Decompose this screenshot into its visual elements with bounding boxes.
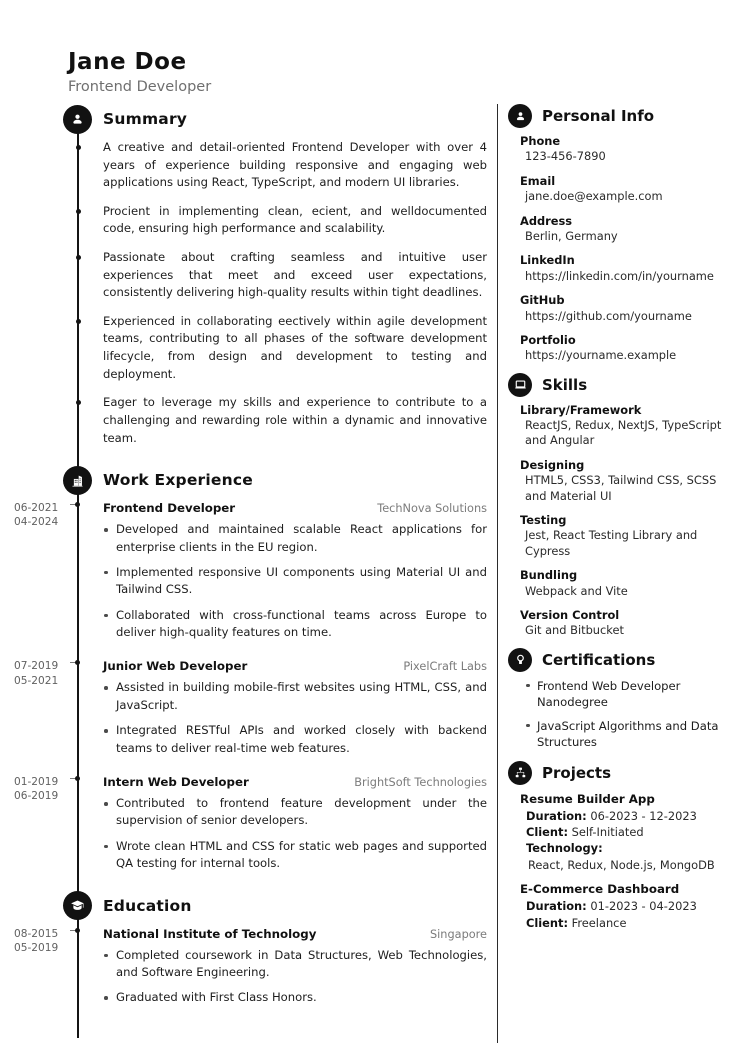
skill-group-value: Webpack and Vite: [525, 583, 628, 598]
skills-header: [508, 373, 741, 397]
section-education: [0, 891, 497, 1007]
summary-paragraph: [103, 394, 487, 447]
bullet-item: Developed and maintained scalable React applications for enterprise clients in the EU region.: [103, 521, 487, 556]
work-entry: [0, 501, 497, 641]
date-end: 06-2019: [14, 790, 59, 803]
resume-header: [68, 50, 488, 97]
field-label: LinkedIn: [520, 253, 575, 268]
projects-header: [508, 761, 741, 785]
summary-paragraph: [103, 313, 487, 383]
bullet-item: Graduated with First Class Honors.: [103, 989, 487, 1006]
section-skills: [508, 373, 741, 639]
personal-info-field: [508, 214, 741, 245]
personal-info-field: [508, 293, 741, 324]
personal-info-field: [508, 253, 741, 284]
summary-paragraph: [103, 139, 487, 192]
work-entry-org: BrightSoft Technologies: [354, 776, 487, 790]
work-entry-role: Frontend Developer: [103, 501, 236, 516]
summary-paragraph-text: Eager to leverage my skills and experience to contribute to a challenging and rewarding role within a dynamic and innovative team.: [103, 395, 487, 445]
date-start: 01-2019: [14, 776, 59, 789]
field-value[interactable]: https://github.com/yourname: [525, 308, 692, 323]
timeline-dot: [76, 319, 81, 324]
building-icon: [63, 466, 92, 495]
project-item: [508, 881, 741, 931]
personal-info-title: Personal Info: [542, 107, 655, 125]
skill-group-value: HTML5, CSS3, Tailwind CSS, SCSS and Material UI: [525, 473, 717, 503]
summary-paragraph-text: A creative and detail-oriented Frontend Developer with over 4 years of experience building responsive and engaging web applications using React, TypeScript, and modern UI libraries.: [103, 140, 487, 190]
bullet-item: Wrote clean HTML and CSS for static web pages and supported QA testing for internal tools.: [103, 838, 487, 873]
work-entry-dates: [14, 659, 74, 688]
person-icon: [508, 104, 532, 128]
skill-group: [508, 458, 741, 504]
project-duration-row: [520, 808, 741, 824]
work-entry-org: TechNova Solutions: [377, 502, 487, 516]
work-entry-main: [103, 775, 487, 873]
bullet-item: Collaborated with cross-functional teams across Europe to deliver high-quality features on time.: [103, 607, 487, 642]
education-entry-bullets: [103, 947, 487, 1007]
work-experience-header: [63, 465, 497, 495]
skill-group-label: Library/Framework: [520, 402, 642, 417]
work-experience-title: Work Experience: [103, 471, 253, 490]
summary-paragraph: [103, 203, 487, 238]
person-icon: [63, 105, 92, 134]
summary-paragraph-text: Passionate about crafting seamless and intuitive user experiences that meet and exceed user expectations, consistently delivering high-quality results within tight deadlines.: [103, 250, 487, 300]
skill-group-value: Jest, React Testing Library and Cypress: [525, 528, 698, 558]
skill-group: [508, 568, 741, 599]
column-divider: [497, 104, 498, 1043]
project-duration-row: [520, 898, 741, 914]
summary-header: [63, 104, 497, 134]
skill-group-label: Testing: [520, 513, 567, 528]
certificate-icon: [508, 648, 532, 672]
education-entry-school: National Institute of Technology: [103, 926, 317, 941]
timeline-dot: [75, 928, 80, 933]
work-entry: [0, 659, 497, 757]
summary-title: Summary: [103, 110, 188, 128]
project-client-label: Client:: [526, 915, 569, 930]
personal-info-field: [508, 174, 741, 205]
education-entry: [0, 927, 497, 1007]
date-end: 04-2024: [14, 516, 59, 529]
timeline-dot: [75, 660, 80, 665]
candidate-job-title: Frontend Developer: [68, 79, 212, 96]
work-entry-row: [103, 659, 487, 673]
left-column: [0, 104, 497, 1043]
skill-group-label: Version Control: [520, 607, 620, 622]
certification-item: Frontend Web Developer Nanodegree: [526, 678, 741, 711]
work-entry-main: [103, 659, 487, 757]
field-value[interactable]: https://linkedin.com/in/yourname: [525, 268, 714, 283]
work-entry-bullets: [103, 679, 487, 757]
education-entry-main: [103, 927, 487, 1007]
field-value: jane.doe@example.com: [525, 189, 663, 204]
bullet-item: Integrated RESTful APIs and worked closely with backend teams to deliver real-time web features.: [103, 722, 487, 757]
project-name: E-Commerce Dashboard: [520, 881, 680, 896]
date-end: 05-2021: [14, 674, 59, 687]
bullet-item: Assisted in building mobile-first websites using HTML, CSS, and JavaScript.: [103, 679, 487, 714]
skill-group-value: ReactJS, Redux, NextJS, TypeScript and Angular: [525, 418, 722, 448]
skill-group: [508, 403, 741, 449]
education-entry-row: [103, 927, 487, 941]
field-value: Berlin, Germany: [525, 228, 618, 243]
education-header: [63, 891, 497, 921]
timeline-dot: [75, 502, 80, 507]
laptop-icon: [508, 373, 532, 397]
skill-group-value: Git and Bitbucket: [525, 623, 624, 638]
work-entry-dates: [14, 501, 74, 530]
project-client-label: Client:: [526, 825, 569, 840]
field-label: Phone: [520, 134, 561, 148]
work-entry-row: [103, 775, 487, 789]
section-summary: [0, 104, 497, 447]
skill-group-label: Designing: [520, 457, 585, 472]
skill-group: [508, 608, 741, 639]
work-entry: [0, 775, 497, 873]
section-work-experience: [0, 465, 497, 872]
project-duration-label: Duration:: [526, 809, 587, 824]
skill-group: [508, 513, 741, 559]
section-personal-info: [508, 104, 741, 364]
skill-group-label: Bundling: [520, 568, 578, 583]
summary-paragraph-text: Procient in implementing clean, ecient, and welldocumented code, ensuring high performance and scalability.: [103, 203, 487, 236]
summary-body: [103, 134, 487, 447]
project-item: [508, 791, 741, 873]
field-label: Email: [520, 173, 556, 188]
date-start: 06-2021: [14, 502, 59, 515]
project-name: Resume Builder App: [520, 791, 655, 806]
work-entry-bullets: [103, 795, 487, 873]
bullet-item: Implemented responsive UI components using Material UI and Tailwind CSS.: [103, 564, 487, 599]
timeline-dot: [76, 209, 81, 214]
work-entry-org: PixelCraft Labs: [403, 660, 487, 674]
work-entry-bullets: [103, 521, 487, 641]
project-client-row: [520, 824, 741, 840]
certifications-header: [508, 648, 741, 672]
date-start: 08-2015: [14, 927, 59, 940]
summary-paragraph-text: Experienced in collaborating eectively within agile development teams, contributing to all phases of the software development lifecycle, from design and development to testing and deployment.: [103, 313, 487, 381]
field-value[interactable]: https://yourname.example: [525, 348, 677, 363]
certifications-title: Certifications: [542, 650, 656, 669]
bullet-item: Completed coursework in Data Structures, Web Technologies, and Software Engineering.: [103, 947, 487, 982]
timeline-dot: [76, 400, 81, 405]
projects-title: Projects: [542, 763, 612, 782]
field-value: 123-456-7890: [525, 149, 606, 164]
project-duration-value: 06-2023 - 12-2023: [590, 809, 697, 824]
timeline-dot: [75, 776, 80, 781]
education-entry-dates: [14, 927, 74, 956]
project-technology-row: [520, 840, 741, 856]
project-duration-value: 01-2023 - 04-2023: [590, 899, 697, 914]
graduation-cap-icon: [63, 891, 92, 920]
candidate-name: Jane Doe: [68, 49, 187, 75]
project-client-row: [520, 915, 741, 931]
bullet-item: Contributed to frontend feature development under the supervision of senior developers.: [103, 795, 487, 830]
personal-info-field: [508, 134, 741, 165]
date-start: 07-2019: [14, 660, 59, 673]
personal-info-field: [508, 333, 741, 364]
project-technology-label: Technology:: [526, 841, 603, 856]
project-client-value: Freelance: [571, 915, 627, 930]
education-entry-location: Singapore: [430, 927, 487, 941]
certifications-list: [508, 678, 741, 751]
certification-item: JavaScript Algorithms and Data Structures: [526, 718, 741, 751]
education-title: Education: [103, 896, 192, 915]
right-column: [508, 104, 741, 939]
field-label: Portfolio: [520, 332, 576, 347]
field-label: GitHub: [520, 293, 565, 308]
work-entry-row: [103, 501, 487, 515]
sitemap-icon: [508, 761, 532, 785]
project-technology-value: React, Redux, Node.js, MongoDB: [528, 857, 715, 872]
work-entry-role: Intern Web Developer: [103, 775, 249, 790]
work-entry-main: [103, 501, 487, 641]
work-entry-dates: [14, 775, 74, 804]
project-client-value: Self-Initiated: [571, 825, 644, 840]
project-duration-label: Duration:: [526, 899, 587, 914]
timeline-dot: [76, 255, 81, 260]
section-projects: [508, 761, 741, 931]
personal-info-header: [508, 104, 741, 128]
date-end: 05-2019: [14, 941, 59, 954]
field-label: Address: [520, 213, 573, 228]
timeline-dot: [76, 145, 81, 150]
section-certifications: [508, 648, 741, 751]
work-entry-role: Junior Web Developer: [103, 659, 248, 674]
skills-title: Skills: [542, 375, 588, 394]
summary-paragraph: [103, 249, 487, 302]
